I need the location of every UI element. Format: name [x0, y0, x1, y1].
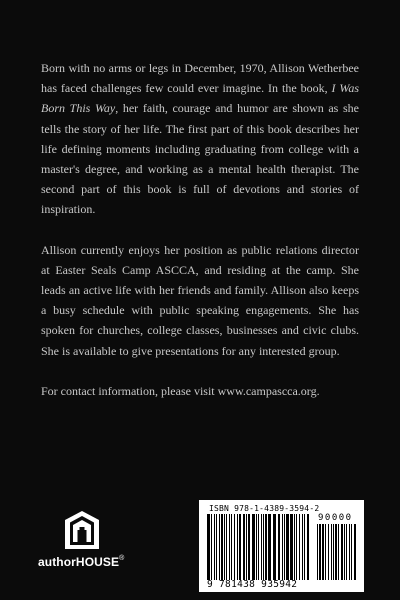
authorhouse-logo-icon — [62, 510, 102, 550]
publisher-name: authorHOUSE® — [38, 555, 125, 569]
isbn-barcode — [199, 500, 364, 592]
publisher-logo — [38, 510, 138, 570]
ean-barcode-bars — [207, 514, 311, 580]
description-paragraph-2: Allison currently enjoys her position as public relations director at Easter Seals Camp ASCCA, and residing at the camp. She leads an active life with her friends and family. Allison also keeps a busy schedule with public speaking engagements. She has spoken for churches, college classes, businesses and civic clubs. She is available to give presentations for any interested group. — [41, 242, 359, 358]
contact-line: For contact information, please visit www.campascca.org. — [41, 383, 320, 398]
cover-description — [41, 58, 359, 401]
description-paragraph-1: Born with no arms or legs in December, 1970, Allison Wetherbee has faced challenges few could ever imagine. In the book, I Was Born This Way, her faith, courage and humor are shown as she tells the story of her life. The first part of this book describes her life defining moments including graduating from college with a master's degree, and working as a mental health therapist. The second part of this book is full of devotions and stories of inspiration. — [41, 61, 359, 217]
price-addon-number: 90000 — [318, 513, 353, 523]
book-title: I Was Born This Way — [41, 81, 359, 116]
isbn-text: ISBN 978-1-4389-3594-2 — [209, 504, 320, 513]
addon-barcode-bars — [317, 524, 357, 580]
barcode-digits: 9 781438 935942 — [207, 579, 298, 590]
